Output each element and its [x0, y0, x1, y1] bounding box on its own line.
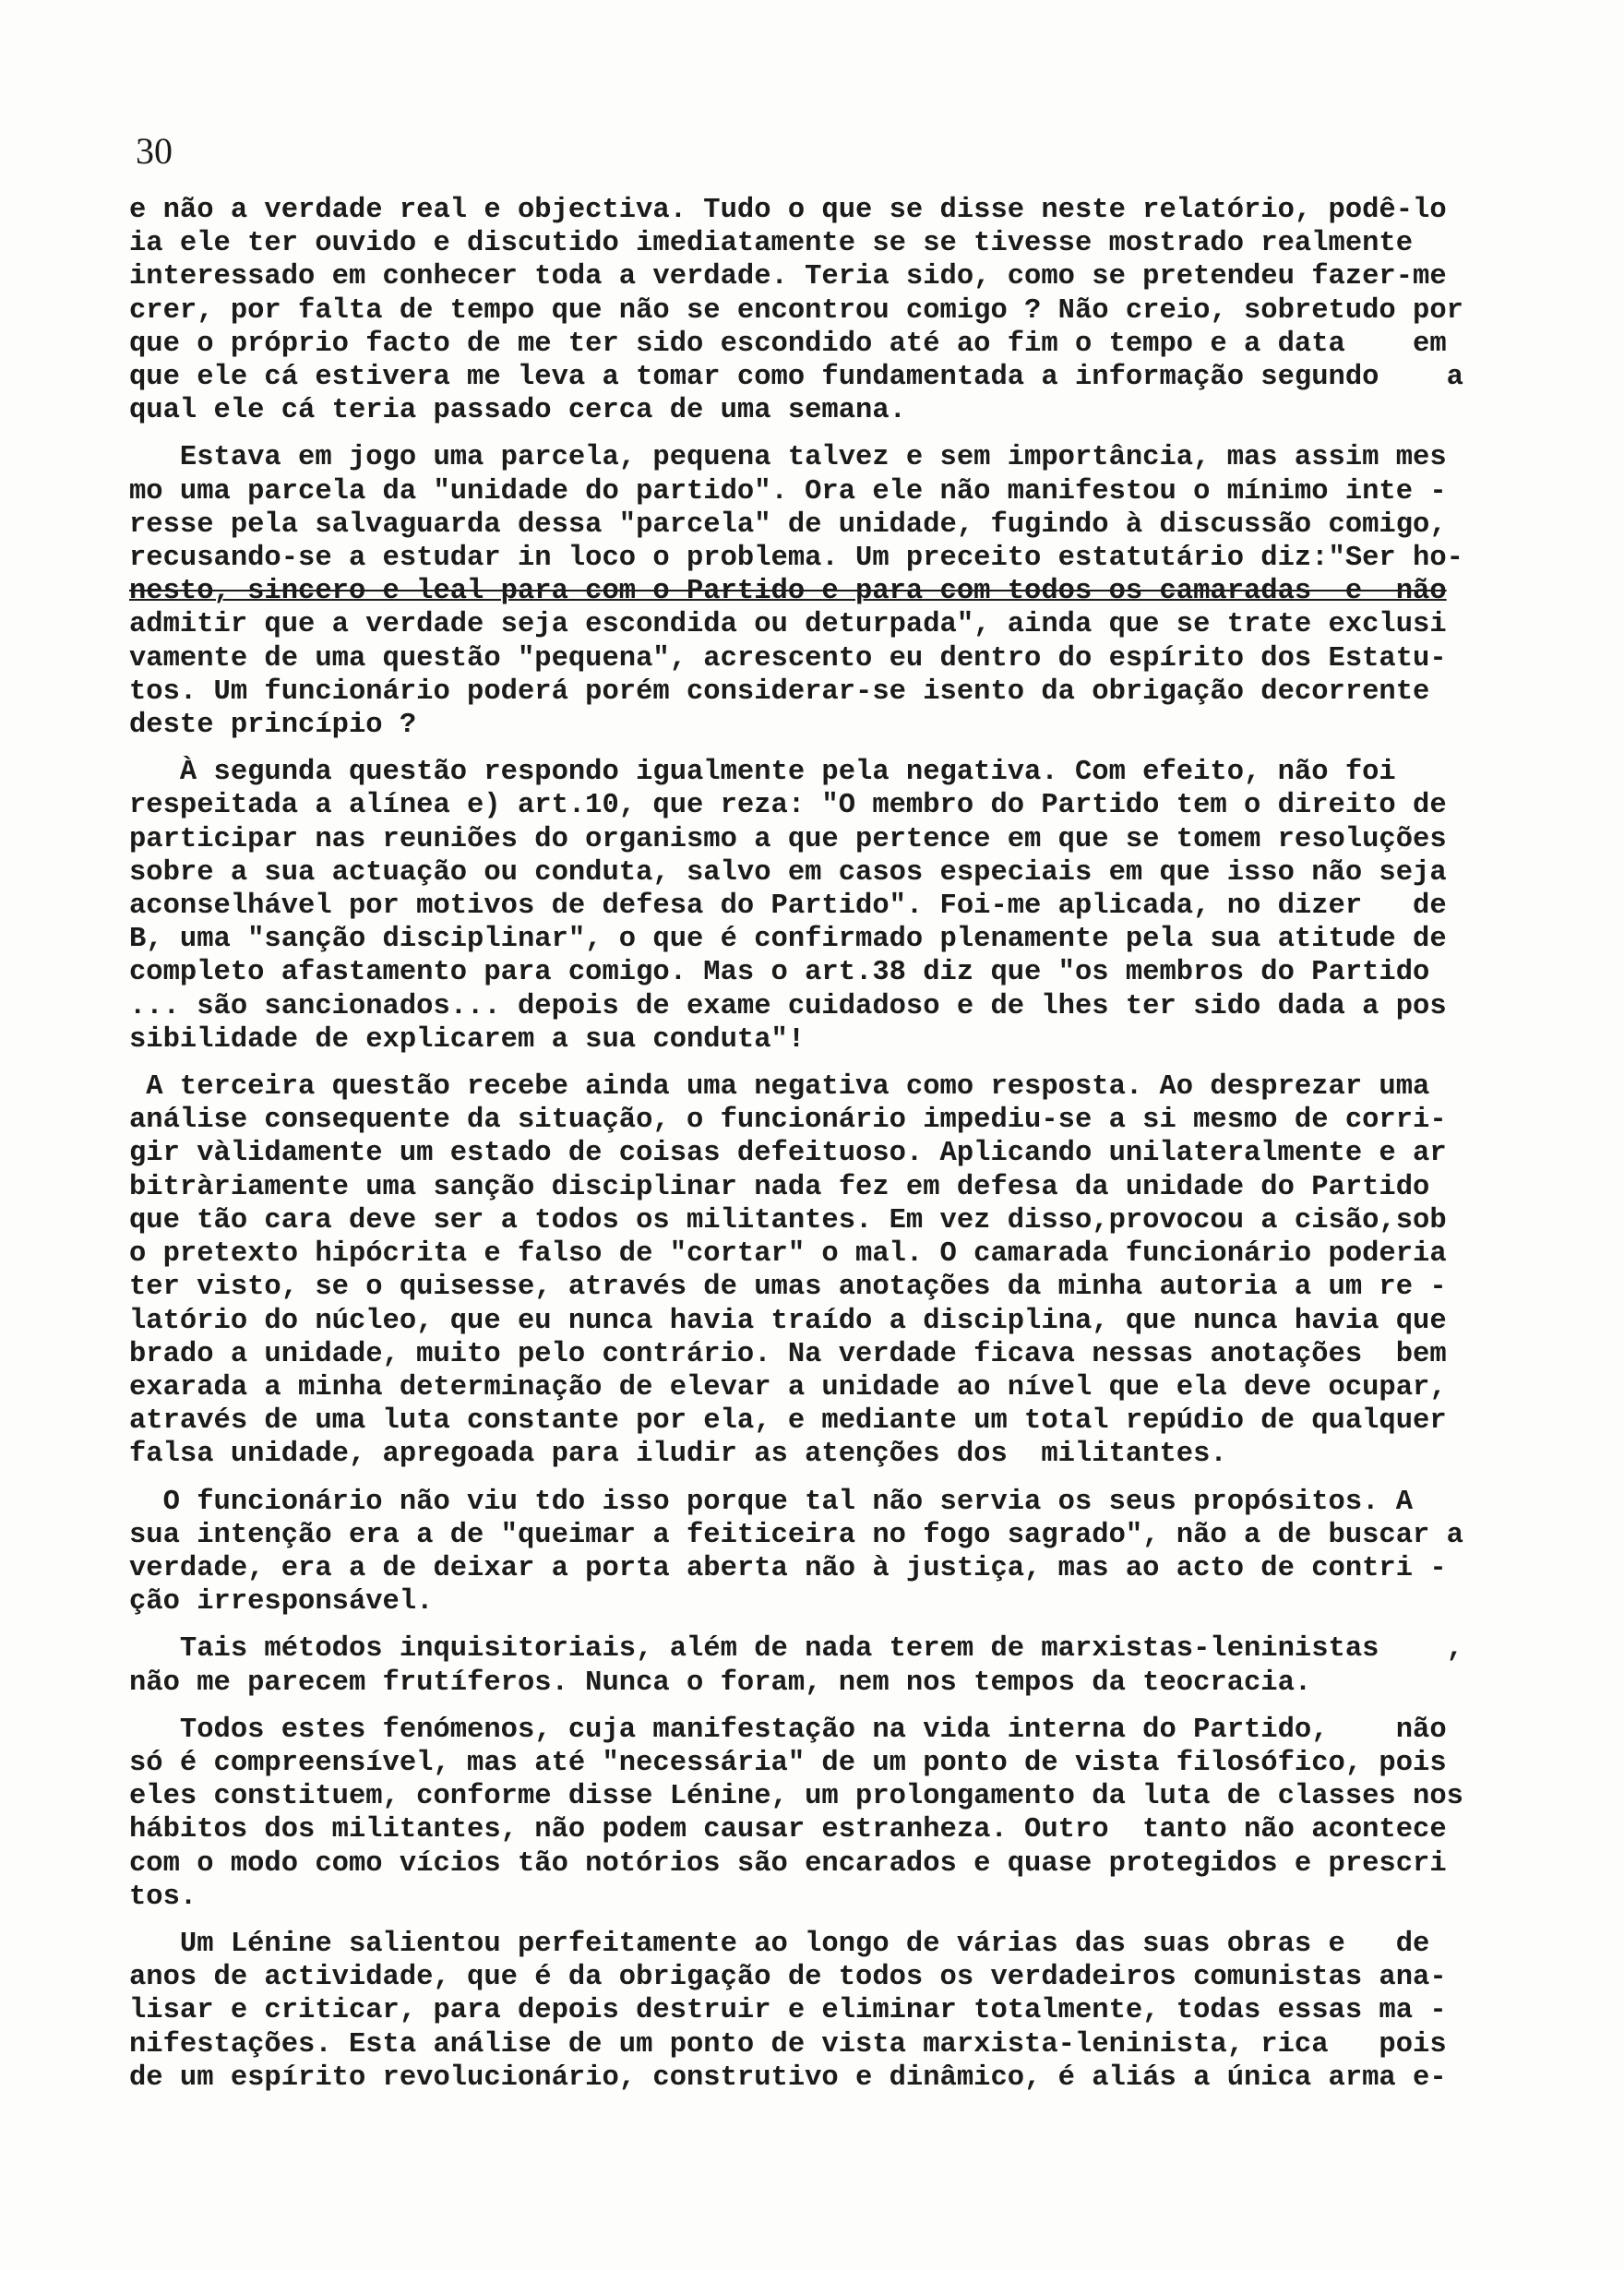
text-line: hábitos dos militantes, não podem causar estranheza. Outro tanto não acontece [129, 1814, 1447, 1846]
text-line: crer, por falta de tempo que não se encontrou comigo ? Não creio, sobretudo por [129, 294, 1463, 327]
text-line: A terceira questão recebe ainda uma negativa como resposta. Ao desprezar uma [129, 1071, 1430, 1104]
paragraph-3 [129, 756, 1532, 1057]
text-line: Tais métodos inquisitoriais, além de nada terem de marxistas-leninistas , [129, 1633, 1463, 1666]
text-line: anos de actividade, que é da obrigação de todos os verdadeiros comunistas ana- [129, 1962, 1447, 1994]
text-line: análise consequente da situação, o funcionário impediu-se a si mesmo de corri- [129, 1105, 1447, 1137]
paragraph-4 [129, 1070, 1532, 1471]
text-line: qual ele cá teria passado cerca de uma semana. [129, 395, 906, 427]
text-line: latório do núcleo, que eu nunca havia traído a disciplina, que nunca havia que [129, 1305, 1447, 1337]
text-line: respeitada a alínea e) art.10, que reza: "O membro do Partido tem o direito de [129, 790, 1447, 822]
text-line: interessado em conhecer toda a verdade. Teria sido, como se pretendeu fazer-me [129, 261, 1447, 293]
text-line: participar nas reuniões do organismo a que pertence em que se tomem resoluções [129, 823, 1447, 855]
text-line: vamente de uma questão "pequena", acrescento eu dentro do espírito dos Estatu- [129, 642, 1447, 675]
struck-text-line: nesto, sincero e leal para com o Partido e para com todos os camaradas e não [129, 576, 1447, 608]
text-line: Todos estes fenómenos, cuja manifestação na vida interna do Partido, não [129, 1714, 1447, 1746]
text-line: e não a verdade real e objectiva. Tudo o que se disse neste relatório, podê-lo [129, 195, 1447, 226]
text-line: sobre a sua actuação ou conduta, salvo em casos especiais em que isso não seja [129, 856, 1447, 889]
text-line: tos. Um funcionário poderá porém considerar-se isento da obrigação decorrente [129, 675, 1430, 708]
text-line: completo afastamento para comigo. Mas o art.38 diz que "os membros do Partido [129, 957, 1430, 989]
paragraph-7 [129, 1714, 1532, 1914]
text-line: o pretexto hipócrita e falso de "cortar" o mal. O camarada funcionário poderia [129, 1238, 1447, 1271]
text-line: que o próprio facto de me ter sido escondido até ao fim o tempo e a data em [129, 328, 1447, 360]
text-line: gir vàlidamente um estado de coisas defeituoso. Aplicando unilateralmente e ar [129, 1138, 1447, 1170]
text-line: eles constituem, conforme disse Lénine, um prolongamento da luta de classes nos [129, 1781, 1463, 1813]
text-line: verdade, era a de deixar a porta aberta não à justiça, mas ao acto de contri - [129, 1552, 1447, 1584]
text-line: ção irresponsável. [129, 1586, 434, 1619]
text-line: Um Lénine salientou perfeitamente ao longo de várias das suas obras e de [129, 1928, 1430, 1960]
paragraph-2 [129, 441, 1532, 742]
text-line: ... são sancionados... depois de exame cuidadoso e de lhes ter sido dada a pos [129, 990, 1447, 1022]
text-line: não me parecem frutíferos. Nunca o foram, nem nos tempos da teocracia. [129, 1667, 1312, 1699]
text-line: que ele cá estivera me leva a tomar como fundamentada a informação segundo a [129, 362, 1463, 394]
text-line: lisar e criticar, para depois destruir e eliminar totalmente, todas essas ma - [129, 1995, 1447, 2027]
text-line: sibilidade de explicarem a sua conduta"! [129, 1023, 806, 1056]
text-line: nifestações. Esta análise de um ponto de vista marxista-leninista, rica pois [129, 2028, 1447, 2061]
text-line: só é compreensível, mas até "necessária" de um ponto de vista filosófico, pois [129, 1747, 1447, 1779]
text-line: bitràriamente uma sanção disciplinar nada fez em defesa da unidade do Partido [129, 1171, 1430, 1203]
text-line: B, uma "sanção disciplinar", o que é confirmado plenamente pela sua atitude de [129, 924, 1447, 956]
paragraph-8 [129, 1928, 1532, 2095]
text-line: sua intenção era a de "queimar a feiticeira no fogo sagrado", não a de buscar a [129, 1519, 1463, 1551]
document-body [129, 194, 1532, 2095]
text-line: brado a unidade, muito pelo contrário. Na verdade ficava nessas anotações bem [129, 1338, 1447, 1370]
text-line: resse pela salvaguarda dessa "parcela" de unidade, fugindo à discussão comigo, [129, 508, 1447, 541]
text-line: ia ele ter ouvido e discutido imediatamente se se tivesse mostrado realmente [129, 228, 1414, 260]
text-line: O funcionário não viu tdo isso porque tal não servia os seus propósitos. A [129, 1486, 1414, 1518]
text-line: com o modo como vícios tão notórios são encarados e quase protegidos e prescri [129, 1847, 1447, 1880]
page-number: 30 [136, 130, 173, 172]
text-line: de um espírito revolucionário, construtivo e dinâmico, é aliás a única arma e- [129, 2061, 1447, 2094]
text-line: ter visto, se o quisesse, através de umas anotações da minha autoria a um re - [129, 1272, 1447, 1304]
text-line: deste princípio ? [129, 710, 417, 742]
text-line: aconselhável por motivos de defesa do Partido". Foi-me aplicada, no dizer de [129, 890, 1447, 923]
text-line: mo uma parcela da "unidade do partido". Ora ele não manifestou o mínimo inte - [129, 475, 1447, 508]
text-line: admitir que a verdade seja escondida ou deturpada", ainda que se trate exclusi [129, 609, 1447, 641]
paragraph-6 [129, 1632, 1532, 1699]
text-line: tos. [129, 1881, 197, 1913]
text-line: Estava em jogo uma parcela, pequena talvez e sem importância, mas assim mes [129, 442, 1447, 474]
paragraph-5 [129, 1486, 1532, 1619]
text-line: recusando-se a estudar in loco o problema. Um preceito estatutário diz:"Ser ho- [129, 543, 1463, 575]
text-line: através de uma luta constante por ela, e mediante um total repúdio de qualquer [129, 1405, 1447, 1438]
text-line: falsa unidade, apregoada para iludir as atenções dos militantes. [129, 1439, 1227, 1471]
text-line: À segunda questão respondo igualmente pela negativa. Com efeito, não foi [129, 757, 1396, 789]
paragraph-1 [129, 194, 1532, 427]
text-line: exarada a minha determinação de elevar a unidade ao nível que ela deve ocupar, [129, 1371, 1447, 1404]
text-line: que tão cara deve ser a todos os militantes. Em vez disso,provocou a cisão,sob [129, 1204, 1447, 1237]
